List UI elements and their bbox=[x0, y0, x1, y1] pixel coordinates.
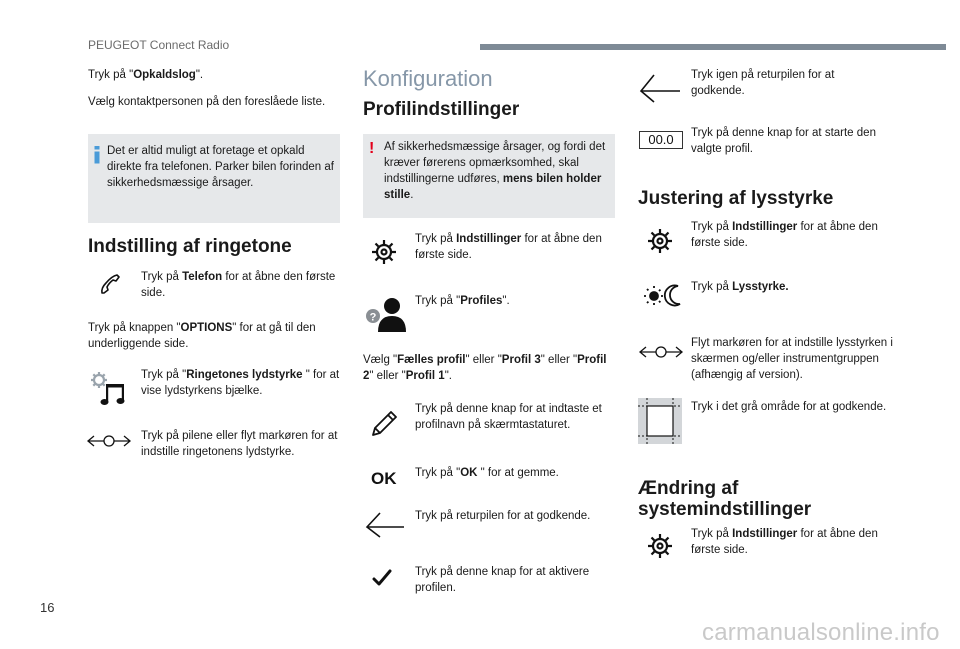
warning-icon: ! bbox=[369, 140, 375, 157]
step-profile-name: Tryk på denne knap for at indtaste et profilnavn på skærmtastaturet. bbox=[415, 403, 602, 431]
info-icon bbox=[93, 146, 101, 169]
heading-brightness: Justering af lysstyrke bbox=[638, 188, 834, 209]
heading-system-settings bbox=[638, 478, 918, 520]
step-profiles: Tryk på "Profiles". bbox=[415, 295, 510, 307]
settings-note-icon bbox=[88, 370, 128, 410]
paragraph-options: Tryk på knappen "OPTIONS" for at gå til den underliggende side. bbox=[88, 322, 316, 350]
step-brightness: Tryk på Lysstyrke. bbox=[691, 281, 789, 293]
paragraph-opkaldslog: Tryk på "Opkaldslog". bbox=[88, 69, 204, 81]
slider-arrows-icon bbox=[638, 341, 684, 363]
return-arrow-icon bbox=[364, 509, 406, 539]
step-grey-area: Tryk i det grå område for at godkende. bbox=[691, 401, 887, 413]
step-settings-brightness: Tryk på Indstillinger for at åbne den første side. bbox=[691, 221, 878, 249]
pencil-icon bbox=[369, 407, 401, 439]
running-header: PEUGEOT Connect Radio bbox=[88, 38, 230, 52]
settings-gear-icon bbox=[370, 238, 398, 266]
slider-arrows-icon bbox=[86, 430, 132, 452]
step-start-profile: Tryk på denne knap for at starte den valgte profil. bbox=[691, 127, 876, 155]
watermark: carmanualsonline.info bbox=[702, 619, 940, 646]
step-return-again: Tryk igen på returpilen for at godkende. bbox=[691, 69, 835, 97]
return-arrow-icon bbox=[638, 71, 682, 103]
grey-area-icon bbox=[638, 398, 682, 444]
phone-icon bbox=[98, 272, 122, 296]
warning-note-text: Af sikkerhedsmæssige årsager, og fordi det kræver førerens opmærksomhed, skal indstillingerne udføres, mens bilen holder stille. bbox=[384, 141, 606, 201]
heading-system-settings-line1: Ændring af bbox=[638, 478, 739, 499]
step-ringtone-adjust: Tryk på pilene eller flyt markøren for at indstille ringetonens lydstyrke. bbox=[141, 430, 338, 458]
svg-text:?: ? bbox=[369, 311, 377, 324]
step-settings-system: Tryk på Indstillinger for at åbne den første side. bbox=[691, 528, 878, 556]
heading-system-settings-line2: systemindstillinger bbox=[638, 499, 812, 520]
page-number: 16 bbox=[40, 600, 55, 615]
step-settings-profile: Tryk på Indstillinger for at åbne den første side. bbox=[415, 233, 602, 261]
profile-icon bbox=[365, 296, 407, 332]
heading-profile-settings: Profilindstillinger bbox=[363, 99, 520, 120]
checkmark-icon bbox=[372, 569, 392, 587]
step-telefon: Tryk på Telefon for at åbne den første side. bbox=[141, 271, 336, 299]
step-activate-profile: Tryk på denne knap for at aktivere profilen. bbox=[415, 566, 590, 594]
settings-gear-icon bbox=[646, 532, 674, 560]
step-ringtone-volume: Tryk på "Ringetones lydstyrke " for at vise lydstyrkens bjælke. bbox=[141, 369, 340, 397]
ok-icon: OK bbox=[371, 469, 397, 488]
warning-note bbox=[363, 134, 615, 218]
settings-gear-icon bbox=[646, 227, 674, 255]
reset-icon: 00.0 bbox=[639, 131, 683, 149]
step-brightness-adjust: Flyt markøren for at indstille lysstyrken i skærmen og/eller instrumentgruppen (afhængig af version). bbox=[691, 337, 893, 381]
paragraph-choose-contact: Vælg kontaktpersonen på den foreslåede liste. bbox=[88, 96, 326, 108]
heading-ringtone: Indstilling af ringetone bbox=[88, 236, 292, 257]
info-note bbox=[88, 134, 340, 223]
step-return-confirm: Tryk på returpilen for at godkende. bbox=[415, 510, 591, 522]
section-title-configuration: Konfiguration bbox=[363, 66, 493, 91]
info-note-text: Det er altid muligt at foretage et opkald direkte fra telefonen. Parker bilen forinden af sikkerhedsmæssige årsager. bbox=[107, 145, 334, 189]
header-bar bbox=[480, 44, 946, 50]
step-ok-save: Tryk på "OK " for at gemme. bbox=[415, 467, 559, 479]
brightness-icon bbox=[642, 283, 684, 309]
paragraph-choose-profile: Vælg "Fælles profil" eller "Profil 3" eller "Profil 2" eller "Profil 1". bbox=[363, 354, 607, 382]
